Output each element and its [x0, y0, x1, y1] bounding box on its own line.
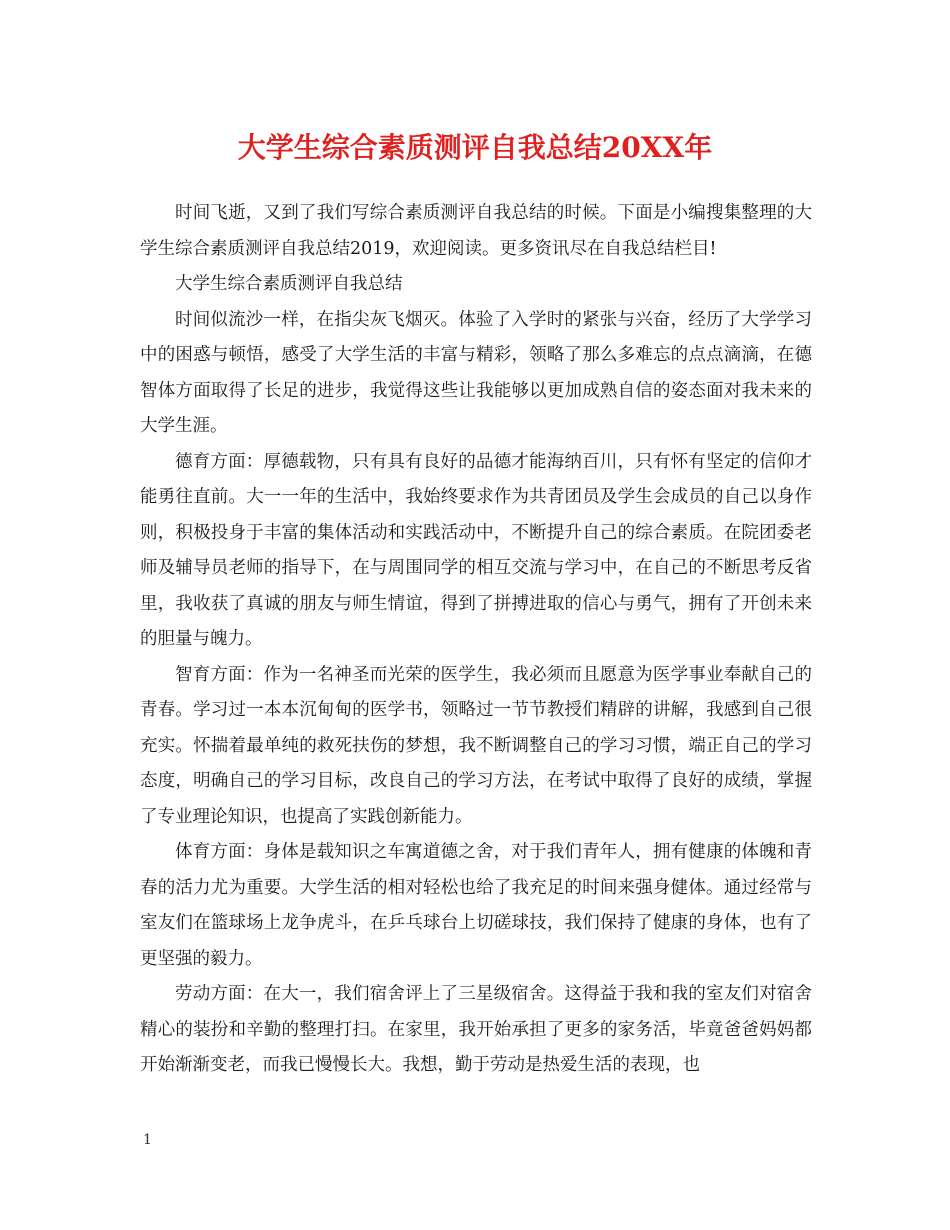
page-number: 1 [143, 1132, 152, 1148]
document-body [140, 196, 812, 1084]
paragraph-labor: 劳动方面：在大一，我们宿舍评上了三星级宿舍。这得益于我和我的室友们对宿舍精心的装扮和辛勤的整理打扫。在家里，我开始承担了更多的家务活，毕竟爸爸妈妈都开始渐渐变老，而我已慢慢长大。我想，勤于劳动是热爱生活的表现，也 [140, 984, 812, 1075]
document-title: 大学生综合素质测评自我总结20XX年 [237, 131, 713, 164]
paragraph-subheading: 大学生综合素质测评自我总结 [175, 274, 403, 294]
paragraph-moral: 德育方面：厚德载物，只有具有良好的品德才能海纳百川，只有怀有坚定的信仰才能勇往直前。大一一年的生活中，我始终要求作为共青团员及学生会成员的自己以身作则，积极投身于丰富的集体活动和实践活动中，不断提升自己的综合素质。在院团委老师及辅导员老师的指导下，在与周围同学的相互交流与学习中，在自己的不断思考反省里，我收获了真诚的朋友与师生情谊，得到了拼搏进取的信心与勇气，拥有了开创未来的胆量与魄力。 [140, 451, 812, 649]
paragraph-intro: 时间飞逝，又到了我们写综合素质测评自我总结的时候。下面是小编搜集整理的大学生综合素质测评自我总结2019，欢迎阅读。更多资讯尽在自我总结栏目! [140, 203, 812, 259]
paragraph-intellectual: 智育方面：作为一名神圣而光荣的医学生，我必须而且愿意为医学事业奉献自己的青春。学习过一本本沉甸甸的医学书，领略过一节节教授们精辟的讲解，我感到自己很充实。怀揣着最单纯的救死扶伤的梦想，我不断调整自己的学习习惯，端正自己的学习态度，明确自己的学习目标，改良自己的学习方法，在考试中取得了良好的成绩，掌握了专业理论知识，也提高了实践创新能力。 [140, 664, 812, 827]
paragraph-overview: 时间似流沙一样，在指尖灰飞烟灭。体验了入学时的紧张与兴奋，经历了大学学习中的困惑与顿悟，感受了大学生活的丰富与精彩，领略了那么多难忘的点点滴滴，在德智体方面取得了长足的进步，我觉得这些让我能够以更加成熟自信的姿态面对我未来的大学生涯。 [140, 309, 812, 436]
paragraph-physical: 体育方面：身体是载知识之车寓道德之舍，对于我们青年人，拥有健康的体魄和青春的活力尤为重要。大学生活的相对轻松也给了我充足的时间来强身健体。通过经常与室友们在篮球场上龙争虎斗，在乒乓球台上切磋球技，我们保持了健康的身体，也有了更坚强的毅力。 [140, 842, 812, 969]
